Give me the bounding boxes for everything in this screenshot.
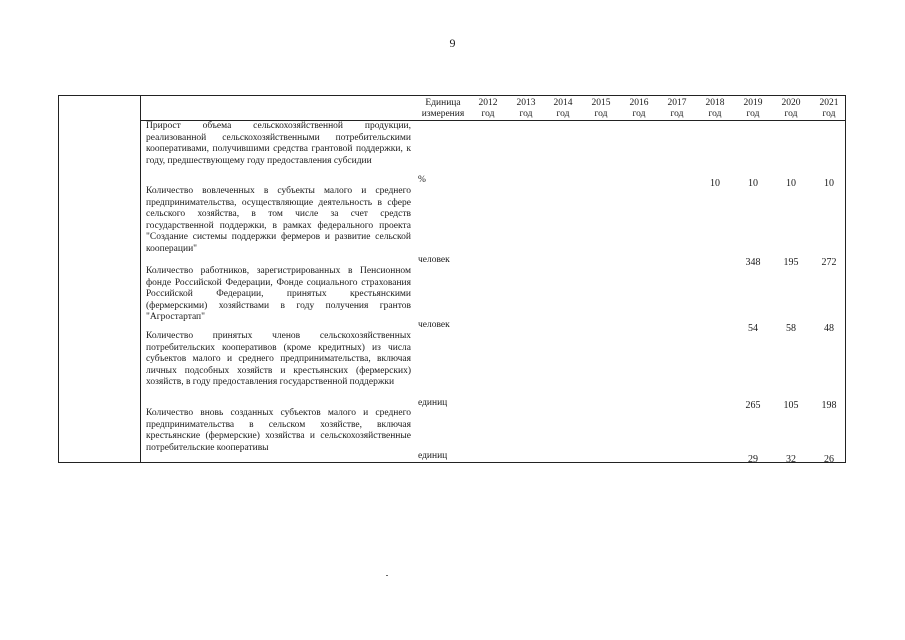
- row-3-unit: человек: [418, 320, 450, 330]
- page-number: 9: [449, 36, 456, 50]
- row-5-value-2019: 29: [748, 454, 758, 465]
- table-border-top: [58, 95, 846, 96]
- header-year-value: 2016: [629, 98, 649, 108]
- row-3-indicator: Количество работников, зарегистрированных в Пенсионном фонде Российской Федерации, Фонде социального страхования Российской Федерации, принятых крестьянскими (фермерскими) хозяйствами в году получения грантов "Агростартап": [146, 266, 411, 323]
- header-year-2013: [509, 98, 543, 120]
- indicators-table: [58, 95, 846, 463]
- header-year-suffix: год: [481, 109, 495, 119]
- row-2-value-2019: 348: [745, 257, 761, 268]
- row-2-value-2020: 195: [783, 257, 799, 268]
- row-1-unit: %: [418, 175, 426, 185]
- header-year-2016: [622, 98, 656, 120]
- header-unit: [418, 98, 468, 120]
- row-5-value-2020: 32: [786, 454, 796, 465]
- row-1-value-2019: 10: [748, 178, 758, 189]
- row-2-indicator: Количество вовлеченных в субъекты малого и среднего предпринимательства, осуществляющие деятельность в сфере сельского хозяйства, в том числе за счет средств государственной поддержки, в рамках федерального проекта "Создание системы поддержки фермеров и развитие сельской кооперации": [146, 186, 411, 254]
- header-year-2018: [698, 98, 732, 120]
- header-year-suffix: год: [784, 109, 798, 119]
- header-year-value: 2015: [591, 98, 611, 108]
- row-3-value-2019: 54: [748, 323, 758, 334]
- header-year-value: 2019: [743, 98, 763, 108]
- header-year-value: 2013: [516, 98, 536, 108]
- header-year-suffix: год: [708, 109, 722, 119]
- row-1-value-2020: 10: [786, 178, 796, 189]
- header-year-value: 2021: [819, 98, 839, 108]
- header-year-value: 2012: [478, 98, 498, 108]
- row-3-value-2021: 48: [824, 323, 834, 334]
- header-year-suffix: год: [632, 109, 646, 119]
- header-year-2014: [546, 98, 580, 120]
- row-4-value-2021: 198: [821, 400, 837, 411]
- row-1-value-2021: 10: [824, 178, 834, 189]
- row-1-indicator: Прирост объема сельскохозяйственной продукции, реализованной сельскохозяйственными потребительскими кооперативами, получившими средства грантовой поддержки, к году, предшествующему году предоставления субсидии: [146, 121, 411, 166]
- header-year-suffix: год: [556, 109, 570, 119]
- row-4-indicator: Количество принятых членов сельскохозяйственных потребительских кооперативов (кроме кредитных) из числа субъектов малого и среднего предпринимательства, включая личных подсобных хозяйств и крестьянских (фермерских) хозяйств, в году предоставления государственной поддержки: [146, 331, 411, 388]
- header-year-suffix: год: [746, 109, 760, 119]
- header-year-2017: [660, 98, 694, 120]
- table-column-divider: [140, 95, 141, 463]
- row-5-unit: единиц: [418, 451, 448, 461]
- row-2-value-2021: 272: [821, 257, 837, 268]
- header-year-2021: [812, 98, 846, 120]
- row-5-value-2021: 26: [824, 454, 834, 465]
- header-year-suffix: год: [519, 109, 533, 119]
- header-year-value: 2014: [553, 98, 573, 108]
- row-1-value-2018: 10: [710, 178, 720, 189]
- scan-speck: [386, 575, 388, 576]
- header-year-value: 2020: [781, 98, 801, 108]
- table-border-left: [58, 95, 59, 463]
- row-4-unit: единиц: [418, 398, 448, 408]
- row-4-value-2020: 105: [783, 400, 799, 411]
- header-year-2019: [736, 98, 770, 120]
- header-year-suffix: год: [670, 109, 684, 119]
- header-unit-line2: измерения: [421, 109, 465, 119]
- row-4-value-2019: 265: [745, 400, 761, 411]
- header-year-value: 2017: [667, 98, 687, 108]
- header-year-2020: [774, 98, 808, 120]
- header-year-2012: [471, 98, 505, 120]
- row-5-indicator: Количество вновь созданных субъектов малого и среднего предпринимательства в сельском хозяйстве, включая крестьянские (фермерские) хозяйства и сельскохозяйственные потребительские кооперативы: [146, 408, 411, 453]
- header-year-suffix: год: [822, 109, 836, 119]
- header-year-2015: [584, 98, 618, 120]
- header-year-suffix: год: [594, 109, 608, 119]
- row-3-value-2020: 58: [786, 323, 796, 334]
- table-border-bottom: [58, 462, 846, 463]
- row-2-unit: человек: [418, 255, 450, 265]
- header-year-value: 2018: [705, 98, 725, 108]
- header-unit-line1: Единица: [425, 98, 461, 108]
